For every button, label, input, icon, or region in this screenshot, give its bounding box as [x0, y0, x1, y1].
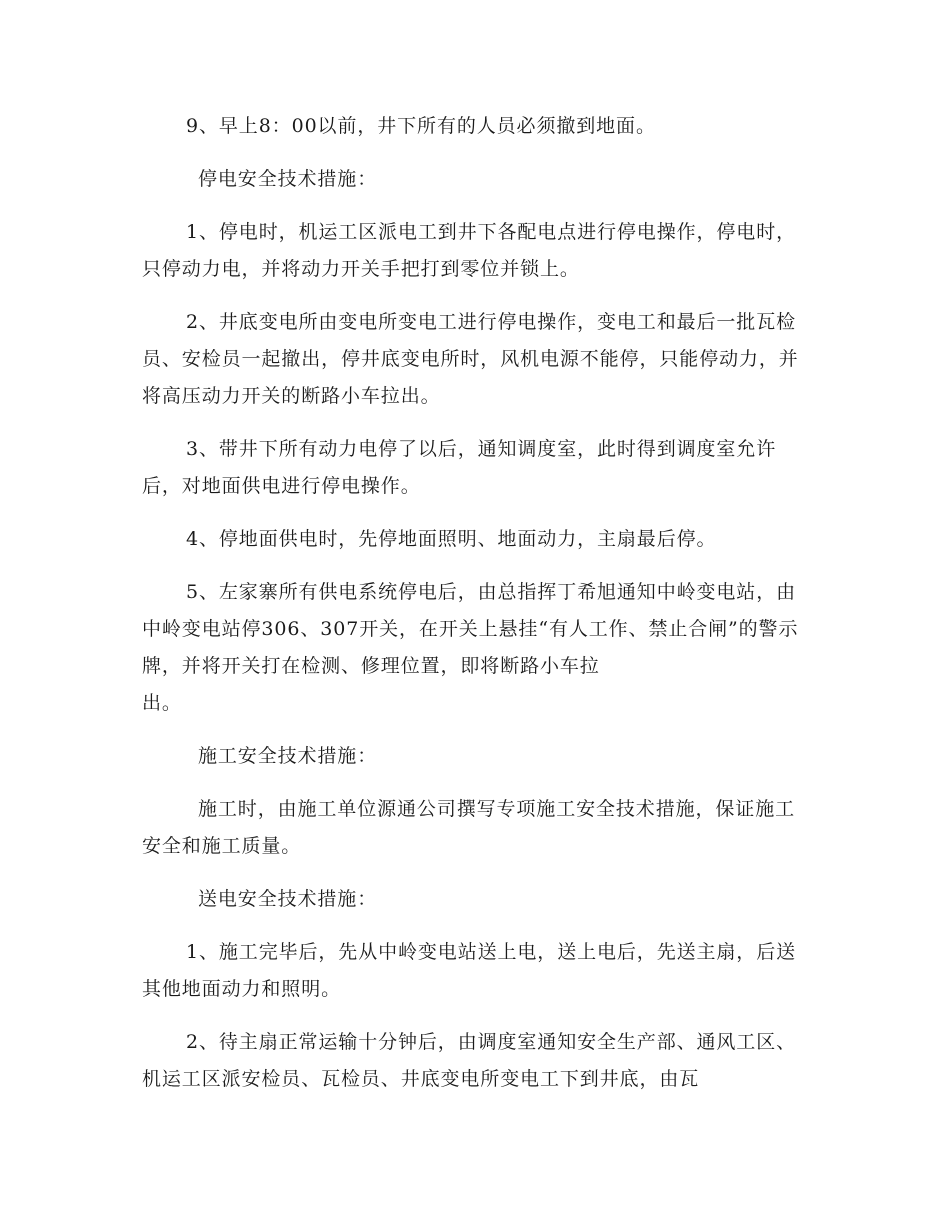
- section-heading-construction: 施工安全技术措施：: [198, 745, 378, 767]
- paragraph-power-off-4: 4、停地面供电时，先停地面照明、地面动力，主扇最后停。: [186, 528, 717, 550]
- section-heading-power-on: 送电安全技术措施：: [198, 888, 378, 910]
- paragraph-power-off-1: 1、停电时，机运工区派电工到井下各配电点进行停电操作，停电时，只停动力电，并将动力开关手把打到零位并锁上。: [142, 221, 796, 280]
- paragraph-power-off-3: 3、带井下所有动力电停了以后，通知调度室，此时得到调度室允许后，对地面供电进行停电操作。: [142, 438, 777, 497]
- paragraph-power-off-2: 2、井底变电所由变电所变电工进行停电操作，变电工和最后一批瓦检员、安检员一起撤出，停井底变电所时，风机电源不能停，只能停动力，并将高压动力开关的断路小车拉出。: [142, 311, 799, 407]
- paragraph-construction: 施工时，由施工单位源通公司撰写专项施工安全技术措施，保证施工安全和施工质量。: [142, 798, 796, 857]
- paragraph-power-off-5: 5、左家寨所有供电系统停电后，由总指挥丁希旭通知中岭变电站，由中岭变电站停306、307开关，在开关上悬挂“有人工作、禁止合闸”的警示牌，并将开关打在检测、修理位置，即将断路小车拉 出。: [142, 581, 799, 714]
- paragraph-power-on-1: 1、施工完毕后，先从中岭变电站送上电，送上电后，先送主扇，后送其他地面动力和照明。: [142, 941, 796, 1000]
- paragraph-power-on-2: 2、待主扇正常运输十分钟后，由调度室通知安全生产部、通风工区、机运工区派安检员、瓦检员、井底变电所变电工下到井底，由瓦: [142, 1031, 796, 1090]
- section-heading-power-off: 停电安全技术措施：: [198, 168, 378, 190]
- document-body: [142, 108, 808, 1114]
- paragraph-item-9: 9、早上8：00以前，井下所有的人员必须撤到地面。: [186, 115, 656, 137]
